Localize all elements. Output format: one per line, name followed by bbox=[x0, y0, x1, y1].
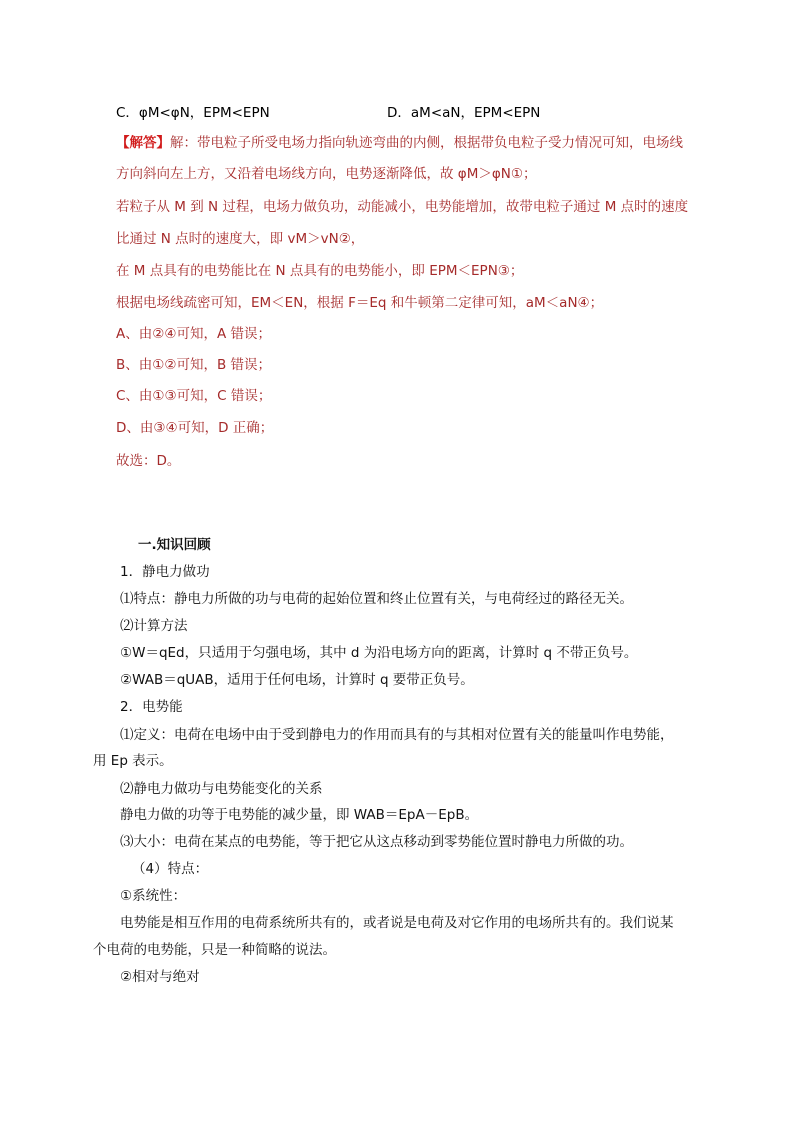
answer-line-2: 方向斜向左上方，又沿着电场线方向，电势逐渐降低，故 φM＞φN①； bbox=[116, 166, 537, 182]
answer-text: 解：带电粒子所受电场力指向轨迹弯曲的内侧，根据带负电粒子受力情况可知，电场线 bbox=[170, 135, 683, 151]
section-2-p6: ①系统性： bbox=[120, 888, 187, 904]
answer-line-1 bbox=[116, 133, 683, 153]
section-2-title: 2．电势能 bbox=[120, 699, 183, 715]
section-2-p4: ⑶大小：电荷在某点的电势能，等于把它从这点移动到零势能位置时静电力所做的功。 bbox=[120, 834, 633, 850]
section-2-p3: 静电力做的功等于电势能的减少量，即 WAB＝EpA－EpB。 bbox=[120, 807, 479, 823]
section-1-p4: ②WAB＝qUAB，适用于任何电场，计算时 q 要带正负号。 bbox=[120, 672, 474, 688]
section-2-p1a: ⑴定义：电荷在电场中由于受到静电力的作用而具有的与其相对位置有关的能量叫作电势能， bbox=[120, 727, 674, 743]
section-2-p5: （4）特点： bbox=[132, 861, 209, 877]
answer-line-6: 根据电场线疏密可知，EM＜EN，根据 F＝Eq 和牛顿第二定律可知，aM＜aN④； bbox=[116, 295, 604, 311]
answer-line-3: 若粒子从 M 到 N 过程，电场力做负功，动能减小，电势能增加，故带电粒子通过 M 点时的速度 bbox=[116, 199, 689, 215]
section-2-p7a: 电势能是相互作用的电荷系统所共有的，或者说是电荷及对它作用的电场所共有的。我们说某 bbox=[120, 915, 674, 931]
section-1-p2: ⑵计算方法 bbox=[120, 618, 188, 634]
section-1-title: 1．静电力做功 bbox=[120, 564, 210, 580]
knowledge-heading: 一.知识回顾 bbox=[138, 537, 211, 553]
answer-line-4: 比通过 N 点时的速度大，即 vM＞vN②， bbox=[116, 231, 365, 247]
answer-line-5: 在 M 点具有的电势能比在 N 点具有的电势能小，即 EPM＜EPN③； bbox=[116, 263, 524, 279]
section-2-p7b: 个电荷的电势能，只是一种简略的说法。 bbox=[93, 942, 336, 958]
option-d: D．aM<aN，EPM<EPN bbox=[387, 105, 541, 121]
answer-line-9: C、由①③可知，C 错误； bbox=[116, 388, 272, 404]
answer-line-10: D、由③④可知，D 正确； bbox=[116, 420, 274, 436]
section-2-p2: ⑵静电力做功与电势能变化的关系 bbox=[120, 781, 323, 797]
section-2-p1b: 用 Ep 表示。 bbox=[93, 753, 173, 769]
section-2-p8: ②相对与绝对 bbox=[120, 969, 200, 985]
answer-line-7: A、由②④可知，A 错误； bbox=[116, 326, 271, 342]
section-1-p1: ⑴特点：静电力所做的功与电荷的起始位置和终止位置有关，与电荷经过的路径无关。 bbox=[120, 591, 633, 607]
section-1-p3: ①W＝qEd，只适用于匀强电场，其中 d 为沿电场方向的距离，计算时 q 不带正负号。 bbox=[120, 645, 638, 661]
answer-tag: 【解答】 bbox=[116, 135, 170, 151]
answer-line-8: B、由①②可知，B 错误； bbox=[116, 357, 272, 373]
answer-line-11: 故选：D。 bbox=[116, 453, 181, 469]
option-c: C．φM<φN，EPM<EPN bbox=[116, 105, 270, 121]
